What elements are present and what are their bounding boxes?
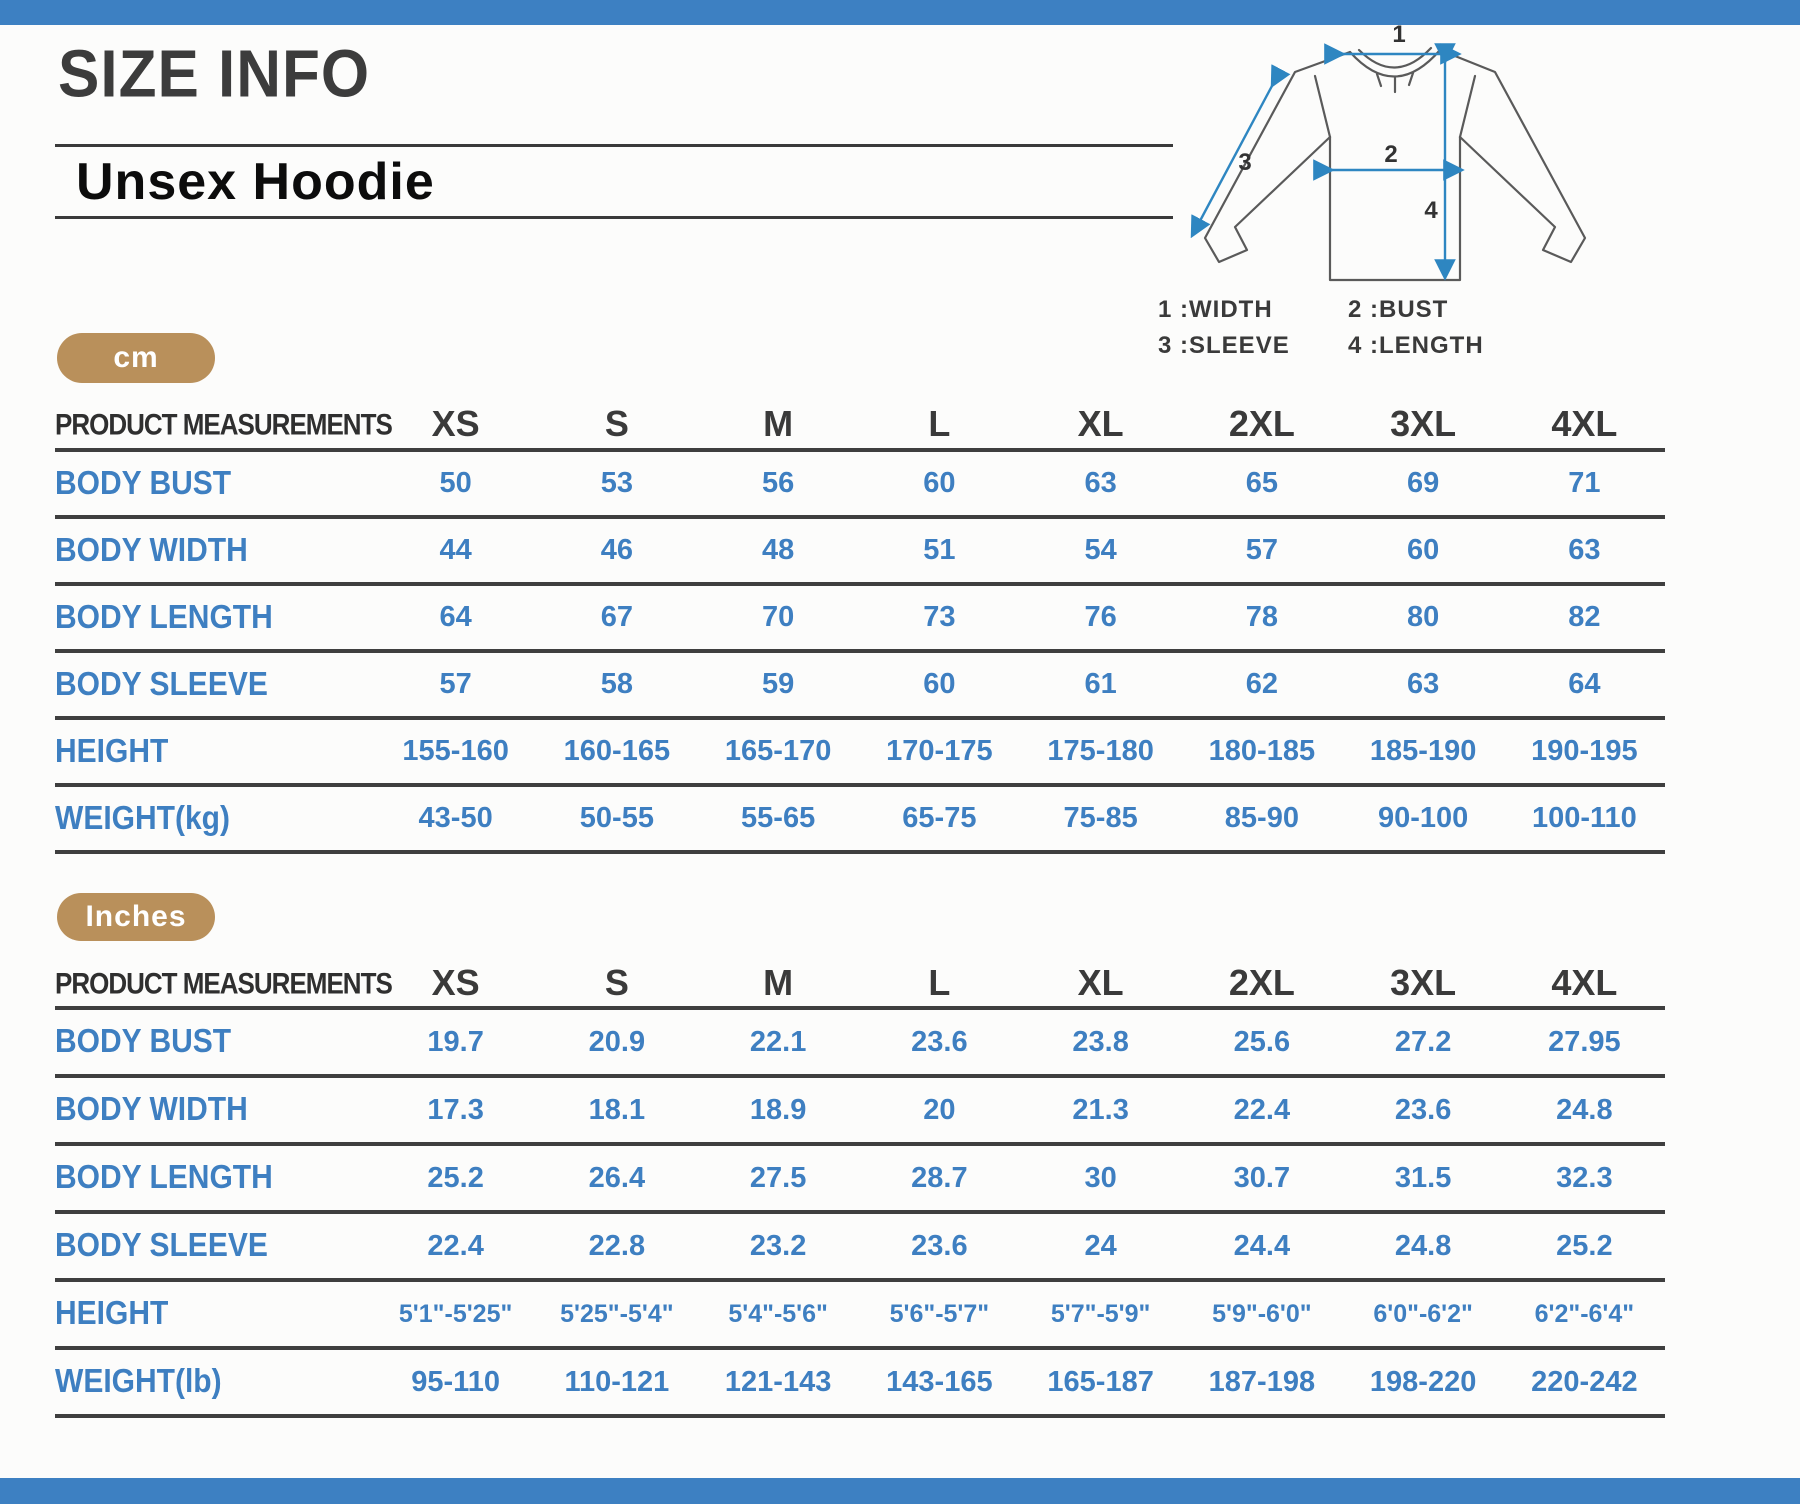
cell-value: 28.7: [911, 1161, 968, 1194]
cell-value: 53: [600, 467, 633, 499]
size-header: XL: [1077, 962, 1124, 1003]
cell-value: 5'4"-5'6": [728, 1299, 828, 1328]
cell-value: 22.1: [749, 1025, 807, 1058]
measurements-header: PRODUCT MEASUREMENTS: [55, 965, 392, 1000]
size-header: 4XL: [1551, 962, 1618, 1003]
size-header: 2XL: [1228, 403, 1295, 444]
table-row: [55, 1350, 1665, 1418]
product-name: Unsex Hoodie: [76, 153, 435, 211]
legend-bust: 2 :BUST: [1348, 296, 1449, 323]
cell-value: 43-50: [418, 802, 493, 834]
table-row: [55, 586, 1665, 653]
cell-value: 78: [1245, 601, 1278, 633]
cell-value: 18.9: [749, 1093, 807, 1126]
cell-value: 76: [1084, 601, 1117, 633]
legend-width: 1 :WIDTH: [1158, 296, 1273, 323]
legend-sleeve: 3 :SLEEVE: [1158, 332, 1290, 359]
cell-value: 73: [923, 601, 956, 633]
cell-value: 95-110: [411, 1365, 500, 1398]
cell-value: 5'25"-5'4": [560, 1299, 674, 1328]
arrow-label-width: 1: [1392, 22, 1406, 48]
cell-value: 51: [923, 534, 956, 566]
cell-value: 55-65: [741, 802, 816, 834]
cell-value: 175-180: [1047, 735, 1154, 767]
cell-value: 6'2"-6'4": [1534, 1299, 1635, 1328]
row-label: BODY SLEEVE: [55, 665, 268, 703]
table-row: [55, 452, 1665, 519]
cell-value: 63: [1084, 467, 1117, 499]
size-table-inches: [55, 960, 1665, 1418]
cell-value: 23.6: [911, 1229, 968, 1262]
cell-value: 70: [761, 601, 795, 633]
row-label: BODY LENGTH: [55, 598, 273, 636]
size-header: S: [604, 962, 629, 1003]
table-row: [55, 720, 1665, 787]
size-header: 3XL: [1390, 962, 1457, 1003]
cell-value: 27.2: [1394, 1025, 1452, 1058]
cell-value: 160-165: [563, 735, 671, 767]
cell-value: 32.3: [1556, 1161, 1613, 1194]
cell-value: 64: [439, 601, 472, 633]
cell-value: 19.7: [427, 1025, 484, 1058]
table-row: [55, 787, 1665, 854]
cell-value: 220-242: [1531, 1365, 1638, 1398]
cell-value: 30.7: [1233, 1161, 1291, 1194]
table-row: [55, 653, 1665, 720]
cell-value: 22.8: [588, 1229, 646, 1262]
cell-value: 80: [1406, 601, 1440, 633]
table-row: [55, 519, 1665, 586]
cell-value: 67: [600, 601, 633, 633]
cell-value: 185-190: [1369, 735, 1477, 767]
size-header: 2XL: [1228, 962, 1295, 1003]
cell-value: 63: [1568, 534, 1601, 566]
arrow-label-sleeve: 3: [1238, 149, 1252, 176]
cell-value: 187-198: [1208, 1365, 1316, 1398]
cell-value: 23.8: [1072, 1025, 1129, 1058]
cell-value: 121-143: [724, 1365, 832, 1398]
cell-value: 27.5: [749, 1161, 807, 1194]
cell-value: 27.95: [1548, 1025, 1621, 1058]
cell-value: 25.2: [1556, 1229, 1613, 1262]
cell-value: 30: [1084, 1161, 1117, 1194]
cell-value: 82: [1568, 601, 1601, 633]
cell-value: 71: [1568, 467, 1601, 499]
arrow-label-bust: 2: [1384, 141, 1398, 168]
cell-value: 60: [923, 467, 956, 499]
unit-badge-inches: Inches: [57, 893, 215, 941]
size-table-cm: [55, 400, 1665, 854]
row-label: BODY LENGTH: [55, 1158, 273, 1196]
table-header-row: [55, 400, 1665, 452]
table-row: [55, 1146, 1665, 1214]
cell-value: 85-90: [1224, 802, 1299, 834]
table-row: [55, 1214, 1665, 1282]
cell-value: 17.3: [427, 1093, 484, 1126]
row-label: WEIGHT(lb): [55, 1362, 222, 1400]
divider-line: [55, 144, 1173, 147]
cell-value: 60: [1406, 534, 1440, 566]
size-header: XS: [431, 962, 480, 1003]
cell-value: 26.4: [588, 1161, 646, 1194]
cell-value: 18.1: [588, 1093, 646, 1126]
cell-value: 21.3: [1072, 1093, 1129, 1126]
cell-value: 69: [1406, 467, 1440, 499]
unit-badge-cm: cm: [57, 333, 215, 383]
cell-value: 50-55: [579, 802, 654, 834]
cell-value: 60: [923, 668, 956, 700]
cell-value: 65-75: [902, 802, 977, 834]
size-header: XS: [431, 403, 480, 444]
cell-value: 25.2: [427, 1161, 484, 1194]
cell-value: 143-165: [886, 1365, 993, 1398]
cell-value: 24.8: [1394, 1229, 1452, 1262]
cell-value: 165-187: [1047, 1365, 1154, 1398]
cell-value: 165-170: [724, 735, 832, 767]
cell-value: 56: [761, 467, 795, 499]
cell-value: 31.5: [1394, 1161, 1452, 1194]
arrow-label-length: 4: [1424, 197, 1438, 224]
cell-value: 23.6: [911, 1025, 968, 1058]
cell-value: 63: [1406, 668, 1440, 700]
divider-line: [55, 216, 1173, 219]
cell-value: 59: [761, 668, 795, 700]
size-header: L: [928, 403, 951, 444]
measurements-header: PRODUCT MEASUREMENTS: [55, 406, 392, 441]
cell-value: 23.2: [749, 1229, 807, 1262]
size-header: S: [604, 403, 629, 444]
cell-value: 155-160: [402, 735, 509, 767]
diagram-legend: [1158, 296, 1484, 360]
cell-value: 57: [439, 668, 472, 700]
cell-value: 22.4: [1233, 1093, 1291, 1126]
cell-value: 23.6: [1394, 1093, 1452, 1126]
cell-value: 20.9: [588, 1025, 646, 1058]
cell-value: 5'6"-5'7": [889, 1299, 990, 1328]
cell-value: 180-185: [1208, 735, 1316, 767]
cell-value: 5'1"-5'25": [398, 1299, 513, 1328]
cell-value: 25.6: [1233, 1025, 1291, 1058]
size-header: XL: [1077, 403, 1124, 444]
cell-value: 5'7"-5'9": [1050, 1299, 1151, 1328]
cell-value: 61: [1084, 668, 1117, 700]
cell-value: 22.4: [427, 1229, 484, 1262]
bottom-accent-bar: [0, 1478, 1800, 1504]
row-label: BODY BUST: [55, 1022, 232, 1060]
cell-value: 20: [923, 1093, 956, 1126]
cell-value: 65: [1245, 467, 1278, 499]
row-label: BODY WIDTH: [55, 531, 248, 569]
row-label: HEIGHT: [55, 732, 169, 770]
cell-value: 44: [439, 534, 472, 566]
cell-value: 90-100: [1377, 802, 1469, 834]
cell-value: 46: [600, 534, 633, 566]
cell-value: 75-85: [1063, 802, 1138, 834]
row-label: BODY BUST: [55, 464, 232, 502]
page-title: SIZE INFO: [58, 37, 371, 112]
size-header: M: [763, 962, 794, 1003]
cell-value: 48: [761, 534, 795, 566]
cell-value: 64: [1568, 668, 1601, 700]
cell-value: 198-220: [1369, 1365, 1477, 1398]
cell-value: 57: [1245, 534, 1278, 566]
cell-value: 24.8: [1556, 1093, 1613, 1126]
row-label: BODY WIDTH: [55, 1090, 248, 1128]
cell-value: 62: [1245, 668, 1278, 700]
cell-value: 54: [1084, 534, 1117, 566]
cell-value: 24: [1084, 1229, 1117, 1262]
size-header: 3XL: [1390, 403, 1457, 444]
row-label: BODY SLEEVE: [55, 1226, 268, 1264]
cell-value: 5'9"-6'0": [1212, 1299, 1312, 1328]
legend-length: 4 :LENGTH: [1348, 332, 1484, 359]
size-header: 4XL: [1551, 403, 1618, 444]
measurement-arrows: [1193, 54, 1460, 276]
cell-value: 100-110: [1531, 802, 1637, 834]
table-row: [55, 1078, 1665, 1146]
cell-value: 170-175: [886, 735, 993, 767]
cell-value: 110-121: [564, 1365, 670, 1398]
size-header: L: [928, 962, 951, 1003]
cell-value: 190-195: [1531, 735, 1638, 767]
table-row: [55, 1282, 1665, 1350]
cell-value: 58: [600, 668, 633, 700]
cell-value: 24.4: [1233, 1229, 1291, 1262]
table-row: [55, 1010, 1665, 1078]
hoodie-measurement-diagram: [1145, 22, 1645, 297]
cell-value: 50: [439, 467, 472, 499]
cell-value: 6'0"-6'2": [1373, 1299, 1473, 1328]
table-header-row: [55, 960, 1665, 1010]
row-label: WEIGHT(kg): [55, 799, 230, 837]
size-header: M: [763, 403, 794, 444]
row-label: HEIGHT: [55, 1294, 169, 1332]
